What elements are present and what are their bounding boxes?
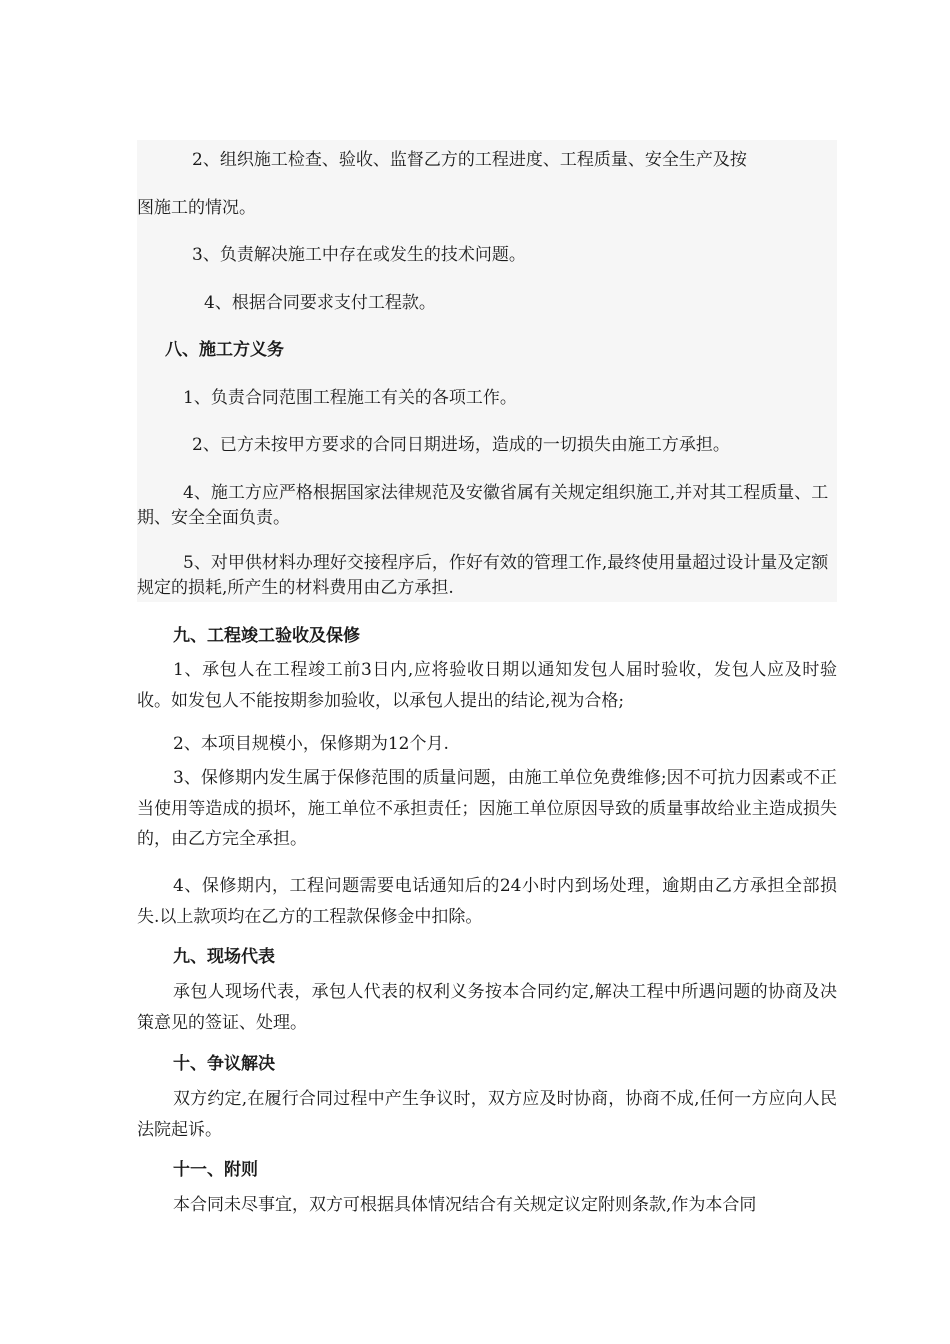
s9a-item1: 1、承包人在工程竣工前3日内,应将验收日期以通知发包人届时验收，发包人应及时验收。如发包人不能按期参加验收，以承包人提出的结论,视为合格; — [137, 660, 837, 711]
s7-item3: 3、负责解决施工中存在或发生的技术问题。 — [192, 245, 526, 265]
s10-text: 双方约定,在履行合同过程中产生争议时，双方应及时协商，协商不成,任何一方应向人民法院起诉。 — [137, 1089, 837, 1140]
s9b-text: 承包人现场代表，承包人代表的权利义务按本合同约定,解决工程中所遇问题的协商及决策意见的签证、处理。 — [137, 982, 837, 1033]
s7-item4: 4、根据合同要求支付工程款。 — [204, 293, 436, 313]
s11-text: 本合同未尽事宜，双方可根据具体情况结合有关规定议定附则条款,作为本合同 — [173, 1195, 757, 1215]
s9a-item4: 4、保修期内，工程问题需要电话通知后的24小时内到场处理，逾期由乙方承担全部损失.以上款项均在乙方的工程款保修金中扣除。 — [137, 876, 837, 927]
s8-item5: 5、对甲供材料办理好交接程序后，作好有效的管理工作,最终使用量超过设计量及定额规定的损耗,所产生的材料费用由乙方承担. — [137, 553, 829, 598]
s9a-item2: 2、本项目规模小，保修期为12个月. — [173, 734, 449, 754]
s10-heading: 十、争议解决 — [173, 1054, 275, 1074]
s8-item2: 2、已方未按甲方要求的合同日期进场，造成的一切损失由施工方承担。 — [192, 435, 730, 455]
s9a-item3: 3、保修期内发生属于保修范围的质量问题，由施工单位免费维修;因不可抗力因素或不正当使用等造成的损坏，施工单位不承担责任；因施工单位原因导致的质量事故给业主造成损失的，由乙方完全承担。 — [137, 768, 837, 849]
s9b-heading: 九、现场代表 — [173, 947, 275, 967]
s11-heading: 十一、附则 — [173, 1160, 258, 1180]
s8-heading: 八、施工方义务 — [165, 340, 284, 360]
s8-item4: 4、施工方应严格根据国家法律规范及安徽省属有关规定组织施工,并对其工程质量、工期、安全全面负责。 — [137, 483, 829, 528]
s7-item2-line1: 2、组织施工检查、验收、监督乙方的工程进度、工程质量、安全生产及按 — [192, 150, 747, 170]
s8-item1: 1、负责合同范围工程施工有关的各项工作。 — [183, 388, 517, 408]
s9a-heading: 九、工程竣工验收及保修 — [173, 626, 360, 646]
s7-item2-line2: 图施工的情况。 — [137, 198, 256, 218]
